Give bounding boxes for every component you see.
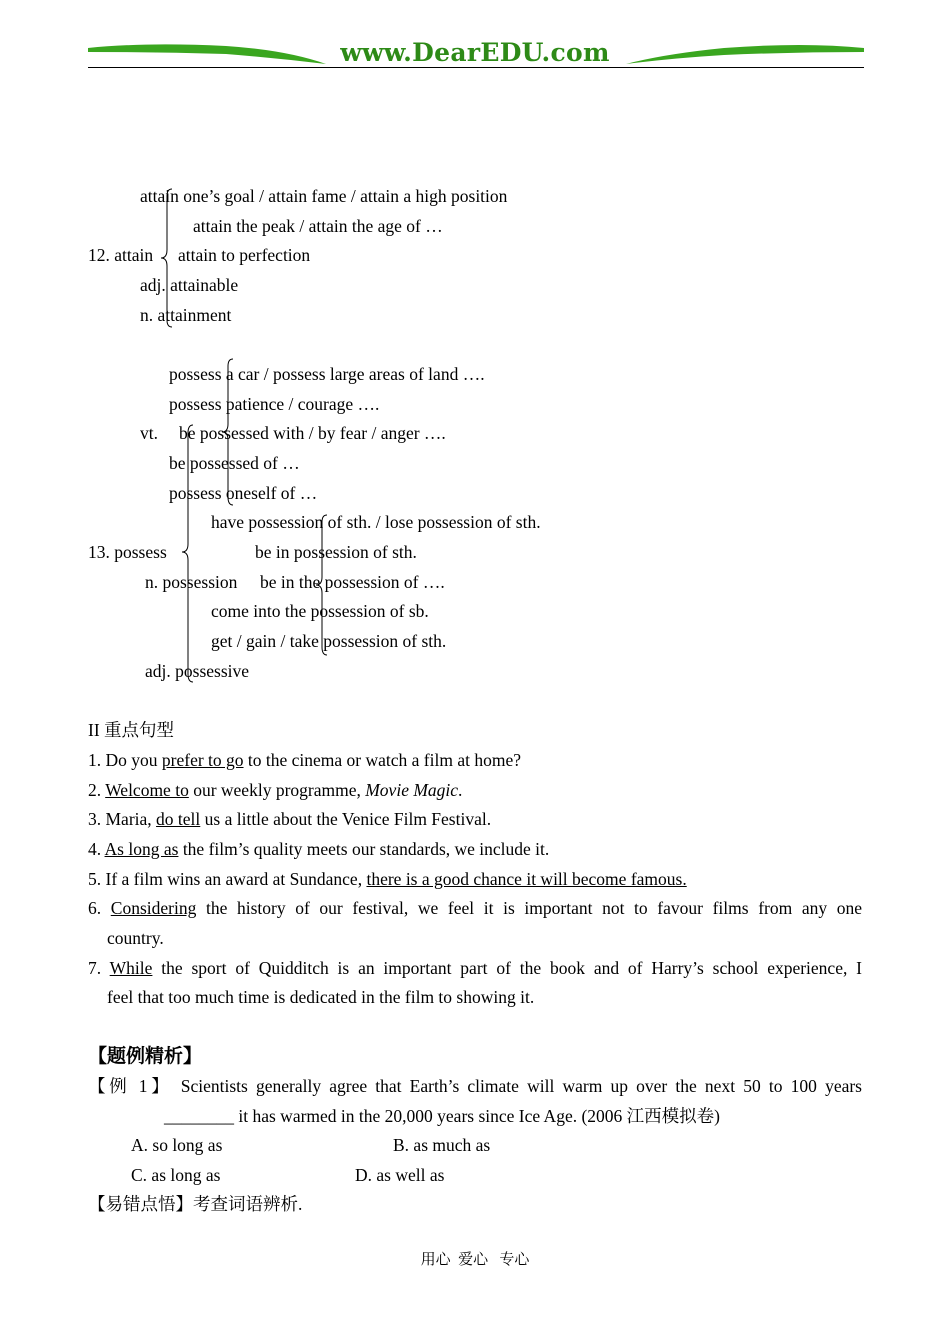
attain-line-4: adj. attainable	[140, 275, 239, 295]
option-b: B. as much as	[393, 1135, 491, 1155]
sentence-6-cont: country.	[107, 928, 164, 948]
possess-adj: adj. possessive	[145, 661, 250, 681]
tip-line: 【易错点悟】考查词语辨析.	[88, 1194, 303, 1214]
possess-vt-label: vt.	[140, 423, 158, 443]
possess-vt-4: be possessed of …	[169, 453, 300, 473]
possess-n-4: come into the possession of sb.	[211, 601, 429, 621]
examples-heading: 【题例精析】	[88, 1045, 203, 1067]
sentence-4: 4. As long as the film’s quality meets our standards, we include it.	[88, 839, 550, 859]
brace-attain	[160, 188, 174, 328]
possess-vt-5: possess oneself of …	[169, 483, 318, 503]
sentence-3: 3. Maria, do tell us a little about the Venice Film Festival.	[88, 809, 492, 829]
attain-line-1: attain one’s goal / attain fame / attain a high position	[140, 186, 508, 206]
attain-line-5: n. attainment	[140, 305, 232, 325]
header-swoosh-left	[86, 40, 328, 68]
sentence-7-cont: feel that too much time is dedicated in the film to showing it.	[107, 987, 535, 1007]
possess-n-3: be in the possession of ….	[260, 572, 445, 592]
sentence-5: 5. If a film wins an award at Sundance, there is a good chance it will become famous.	[88, 869, 687, 889]
sentence-1: 1. Do you prefer to go to the cinema or watch a film at home?	[88, 750, 521, 770]
patterns-heading: II 重点句型	[88, 720, 175, 740]
sentence-6: 6. Considering the history of our festival, we feel it is important not to favour films from any one	[88, 898, 863, 918]
possess-vt-2: possess patience / courage ….	[169, 394, 380, 414]
possess-n-1: have possession of sth. / lose possession of sth.	[211, 512, 541, 532]
page-footer: 用心 爱心 专心	[420, 1252, 530, 1268]
possess-n-2: be in possession of sth.	[255, 542, 417, 562]
option-a: A. so long as	[131, 1135, 223, 1155]
brace-possess-main	[181, 424, 195, 684]
attain-line-3: attain to perfection	[178, 245, 311, 265]
option-c: C. as long as	[131, 1165, 221, 1185]
example-1-line-1: 【例 1】 Scientists generally agree that Earth’s climate will warm up over the next 50 to 100 years	[88, 1076, 862, 1096]
example-1-line-2: ________ it has warmed in the 20,000 years since Ice Age. (2006 江西模拟卷)	[164, 1106, 720, 1126]
site-logo: www.DearEDU.com	[340, 38, 610, 67]
possess-vt-3: be possessed with / by fear / anger ….	[179, 423, 446, 443]
attain-head: 12. attain	[88, 245, 154, 265]
header-swoosh-right	[624, 40, 866, 68]
header-rule	[88, 67, 864, 68]
possess-n-label: n. possession	[145, 572, 238, 592]
brace-possess-vt	[221, 358, 235, 506]
sentence-2: 2. Welcome to our weekly programme, Movie Magic.	[88, 780, 463, 800]
possess-vt-1: possess a car / possess large areas of land ….	[169, 364, 485, 384]
sentence-7: 7. While the sport of Quidditch is an important part of the book and of Harry’s school experience, I	[88, 958, 863, 978]
possess-n-5: get / gain / take possession of sth.	[211, 631, 447, 651]
brace-possess-n	[315, 514, 329, 656]
attain-line-2: attain the peak / attain the age of …	[193, 216, 443, 236]
option-d: D. as well as	[355, 1165, 445, 1185]
possess-head: 13. possess	[88, 542, 167, 562]
